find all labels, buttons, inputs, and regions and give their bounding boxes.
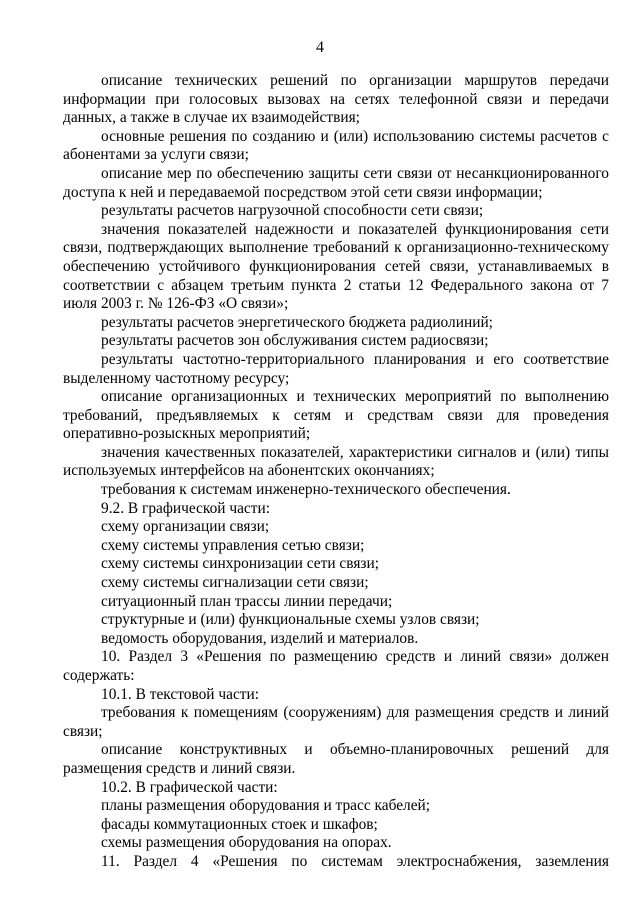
list-item: схему системы управления сетью связи; [101,536,365,554]
list-item: схему системы синхронизации сети связи; [101,555,379,573]
list-item: ведомость оборудования, изделий и материалов. [101,629,419,647]
list-item: фасады коммутационных стоек и шкафов; [101,815,378,833]
paragraph: результаты расчетов зон обслуживания систем радиосвязи; [101,332,489,350]
list-item: схемы размещения оборудования на опорах. [101,834,392,852]
section-heading: 10. Раздел 3 «Решения по размещению средств и линий связи» должен содержать: [63,648,609,684]
paragraph: описание мер по обеспечению защиты сети связи от несанкционированного доступа к ней и передаваемой посредством этой сети связи информации; [63,164,609,201]
list-item: планы размещения оборудования и трасс кабелей; [101,797,431,815]
list-item: схему организации связи; [101,518,270,536]
section-subheading: 9.2. В графической части: [101,499,270,517]
paragraph: описание организационных и технических мероприятий по выполнению требований, предъявляемых к сетям и средствам связи для проведения оперативно-розыскных мероприятий; [63,388,609,443]
section-heading: 11. Раздел 4 «Решения по системам электроснабжения, заземления [101,852,609,870]
paragraph: основные решения по созданию и (или) использованию системы расчетов с абонентами за услуги связи; [63,127,609,164]
paragraph: значения качественных показателей, характеристики сигналов и (или) типы используемых интерфейсов на абонентских окончаниях; [63,443,609,480]
list-item: описание конструктивных и объемно-планировочных решений для размещения средств и линий связи. [63,741,609,777]
page-number: 4 [316,39,324,56]
list-item: схему системы сигнализации сети связи; [101,574,369,592]
section-subheading: 10.2. В графической части: [101,778,278,796]
paragraph: значения показателей надежности и показателей функционирования сети связи, подтверждающих выполнение требований к организационно-техническому обеспечению устойчивого функционирования сетей связи, устанавливаемых в соответствии с абзацем третьим пункта 2 статьи 12 Федерального закона от 7 июля 2003 г. № 126-ФЗ «О связи»; [63,220,609,313]
list-item: требования к помещениям (сооружениям) для размещения средств и линий связи; [63,704,609,740]
paragraph: результаты частотно-территориального планирования и его соответствие выделенному частотному ресурсу; [63,350,609,387]
section-subheading: 10.1. В текстовой части: [101,685,260,703]
paragraph: требования к системам инженерно-технического обеспечения. [101,481,511,499]
list-item: ситуационный план трассы линии передачи; [101,592,393,610]
paragraph: описание технических решений по организации маршрутов передачи информации при голосовых вызовах на сетях телефонной связи и передачи данных, а также в случае их взаимодействия; [63,72,609,127]
paragraph: результаты расчетов энергетического бюджета радиолиний; [101,313,493,331]
paragraph: результаты расчетов нагрузочной способности сети связи; [101,202,484,220]
document-body [63,72,609,872]
list-item: структурные и (или) функциональные схемы узлов связи; [101,611,480,629]
